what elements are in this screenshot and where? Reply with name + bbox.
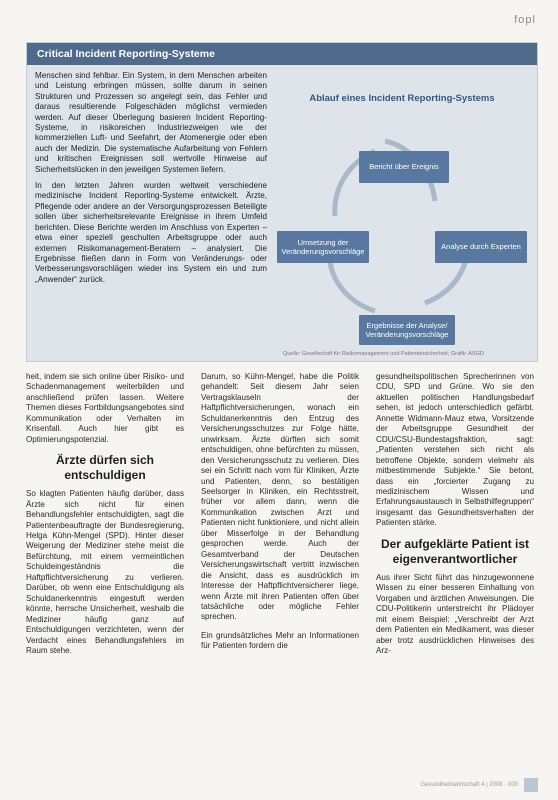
- column-2: [201, 372, 359, 652]
- column-1: [26, 372, 184, 656]
- column-1-paragraph-1: heit, indem sie sich online über Risiko- und Schadenmanagement weiterbilden und anschließend prüfen lassen. Weitere Themen dieses Fortbildungsangebotes sind Kommunikation oder Verhalten im Krisenfall. Auch hier gibt es Optimierungspotenzial.: [26, 372, 184, 444]
- diagram-source: Quelle: Gesellschaft für Risikomanagement und Patientensicherheit; Grafik: ASGD: [283, 351, 484, 357]
- page-footer: Gesundheitswirtschaft 4 | 2008 · 000: [420, 782, 518, 788]
- node-report: Bericht über Ereignis: [359, 151, 449, 183]
- info-box-text: [35, 71, 267, 291]
- node-analysis: Analyse durch Experten: [435, 231, 527, 263]
- page-number-box: [524, 778, 538, 792]
- node-implementation: Umsetzung der Veränderungsvorschläge: [277, 231, 369, 263]
- cycle-arrows: [275, 71, 529, 331]
- page-header-tag: fopl: [514, 14, 536, 26]
- column-1-heading: Ärzte dürfen sich entschuldigen: [55, 453, 154, 483]
- column-3-heading: Der aufgeklärte Patient ist eigenverantwortlicher: [380, 536, 530, 566]
- node-results: Ergebnisse der Analyse/ Veränderungsvorschläge: [359, 315, 455, 345]
- diagram-title: Ablauf eines Incident Reporting-Systems: [309, 93, 495, 104]
- column-3-paragraph-2: Aus ihrer Sicht führt das hinzugewonnene Wissen zu einer besseren Einhaltung von Vorgaben und ärztlichen Anweisungen. Die CDU-Politikerin unterstreicht ihr Plädoyer mit einem Beispiel: „Verschreibt der Arzt dem Patienten ein Medikament, was dieser aber trotz ausdrücklichen Hinweises des Arz-: [376, 572, 534, 655]
- column-3: [376, 372, 534, 656]
- column-2-paragraph-2: Ein grundsätzliches Mehr an Informationen für Patienten fordern die: [201, 630, 359, 651]
- info-box-paragraph-2: In den letzten Jahren wurden weltweit verschiedene medizinische Incident Reporting-Systeme entwickelt. Ärzte, Pflegende oder andere an der Versorgungsprozessen Beteiligte sollen über sicherheitsrelevante Ereignisse in ihrem Umfeld berichten. Diese Berichte werden im Anschluss von Experten – etwa einer speziell geschulten Arbeitsgruppe oder auch externen Risikomanagement-Beratern – analysiert. Die Ergebnisse fließen dann in Form von Veränderungs- oder Verbesserungsvorschlägen wieder ins System ein und zum „Anwender“ zurück.: [35, 181, 267, 284]
- process-diagram: [275, 71, 529, 339]
- column-2-paragraph-1: Darum, so Kühn-Mengel, habe die Politik gehandelt: Seit diesem Jahr seien Vertragsklauseln der Haftpflichtversicherungen, wonach ein Schuldanerkenntnis den Entzug des Versicherungsschutzes zur Folge hätte, unwirksam. Ärzte dürften sich somit entschuldigen, ohne befürchten zu müssen, den Versicherungsschutz zu verlieren. Dies sei ein Schritt nach vorn für Kliniken, Ärzte und Patienten, denn, so bestätigen Seelsorger in Kliniken, ein Rechtsstreit, früher vor allem dann, wenn die Kommunikation zwischen Arzt und Patienten nicht funktioniere, und nicht allein über Misserfolge in der Behandlung gesprochen werde. Auch der Gesamtverband der Deutschen Versicherungswirtschaft vertritt inzwischen die Ansicht, dass es ausdrücklich im Interesse der Haftpflichtversicherer liege, wenn Ärzte mit ihren Patienten offen über tatsächliche oder mögliche Fehler sprechen.: [201, 372, 359, 622]
- info-box-title: Critical Incident Reporting-Systeme: [27, 43, 537, 65]
- info-box-paragraph-1: Menschen sind fehlbar. Ein System, in dem Menschen arbeiten und Leistung erbringen müssen, sollte darum in seinen Strukturen und Prozessen so angelegt sein, das Fehler und daraus resultierende Folgeschäden möglichst vermieden werden. Auf dieser Überlegung basieren Incident Reporting-Systeme, in risikoreichen Industriezweigen wie der kommerziellen Luft- und Seefahrt, der Atomenergie oder eben auch der Medizin. Die systematische Aufarbeitung von Fehlern und kritischen Ereignissen soll wertvolle Hinweise auf Sicherheitslücken in den jeweiligen Systemen liefern.: [35, 71, 267, 174]
- column-3-paragraph-1: gesundheitspolitischen Sprecherinnen von CDU, SPD und Grüne. Wo sie den aktuellen politischen Handlungsbedarf sehen, ist jedoch unterschiedlich gefärbt. Annette Widmann-Mauz etwa, Vorsitzende der Arbeitsgruppe Gesundheit der CDU/CSU-Bundestagsfraktion, sagt: „Patienten verstehen sich nicht als betroffene Objekte, sondern vielmehr als mitbestimmende Subjekte.“ Sie betont, dass ein „forcierter Zugang zu medizinischem Wissen und Erfahrungsaustausch in Selbsthilfegruppen“ insgesamt das Gesundheitsverhalten der Patienten stärke.: [376, 372, 534, 528]
- info-box: [26, 42, 538, 362]
- column-1-paragraph-2: So klagten Patienten häufig darüber, dass Ärzte sich nicht für einen Behandlungsfehler entschuldigten, sagt die Patientenbeauftragte der Bundesregierung, Helga Kühn-Mengel (SPD). Hinter dieser Weigerung der Mediziner stehe meist die Befürchtung, mit einem vermeintlichen Schuldeingeständnis die Haftpflichtversicherung zu verlieren. Darüber, ob wenn eine Entschuldigung als Schuldanerkenntnis eingestuft werden könnte, herrsche Unsicherheit, weshalb die Mediziner häufig ganz auf Entschuldigungen verzichteten, wenn der Verdacht eines Behandlungsfehlers im Raum stehe.: [26, 489, 184, 655]
